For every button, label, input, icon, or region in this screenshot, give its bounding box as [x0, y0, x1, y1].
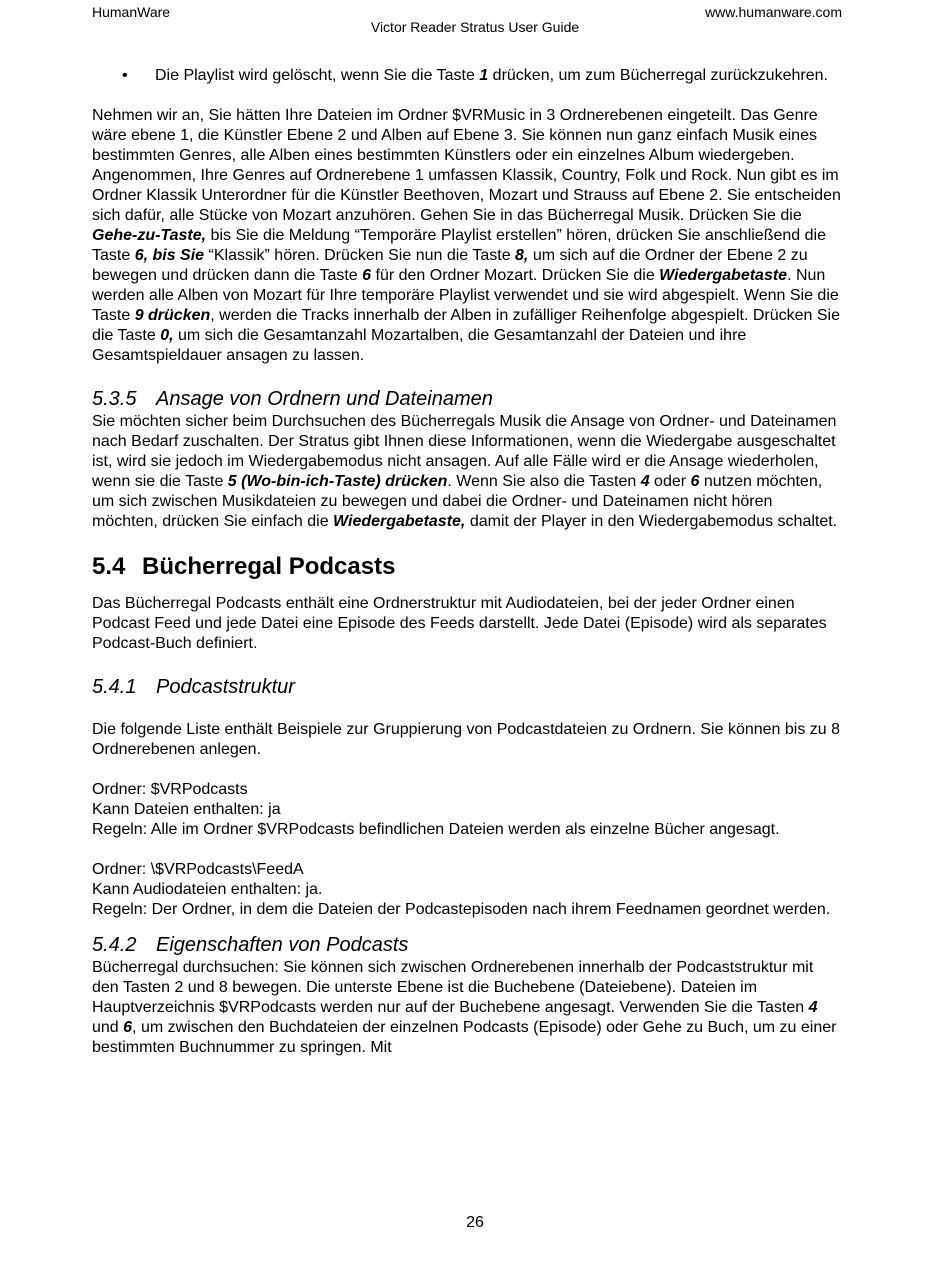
folder-line: Regeln: Der Ordner, in dem die Dateien der Podcastepisoden nach ihrem Feednamen geordnet werden.: [92, 901, 831, 918]
bullet-icon: •: [122, 67, 128, 84]
section-heading-5-3-5: 5.3.5 Ansage von Ordnern und Dateinamen: [92, 388, 493, 410]
paragraph: Sie möchten sicher beim Durchsuchen des Bücherregals Musik die Ansage von Ordner- und Dateinamen nach Bedarf zuschalten. Der Stratus gibt Ihnen diese Informationen, wenn die Wiedergabe ausgeschaltet ist, wird sie jedoch im Wiedergabemodus nicht ansagen. Auf alle Fälle wird er die Ansage wiederholen, wenn sie die Taste 5 (Wo-bin-ich-Taste) drücken. Wenn Sie also die Tasten 4 oder 6 nutzen möchten, um sich zwischen Musikdateien zu bewegen und dabei die Ordner- und Dateinamen nicht hören möchten, drücken Sie einfach die Wiedergabetaste, damit der Player in den Wiedergabemodus schaltet.: [92, 413, 838, 530]
key-label: 1: [479, 67, 489, 84]
section-heading-5-4-2: 5.4.2 Eigenschaften von Podcasts: [92, 934, 409, 956]
folder-line: Regeln: Alle im Ordner $VRPodcasts befindlichen Dateien werden als einzelne Bücher angesagt.: [92, 821, 780, 838]
folder-line: Kann Audiodateien enthalten: ja.: [92, 881, 323, 898]
folder-line: Kann Dateien enthalten: ja: [92, 801, 281, 818]
paragraph: Die folgende Liste enthält Beispiele zur Gruppierung von Podcastdateien zu Ordnern. Sie können bis zu 8 Ordnerebenen anlegen.: [92, 721, 841, 758]
page-content: [92, 66, 842, 1058]
header-document-title: Victor Reader Stratus User Guide: [370, 19, 580, 35]
page-number: 26: [466, 1214, 484, 1231]
section-heading-5-4: 5.4 Bücherregal Podcasts: [92, 553, 396, 580]
paragraph: Bücherregal durchsuchen: Sie können sich zwischen Ordnerebenen innerhalb der Podcaststruktur mit den Tasten 2 und 8 bewegen. Die unterste Ebene ist die Buchebene (Dateiebene). Dateien im Hauptverzeichnis $VRPodcasts werden nur auf der Buchebene angesagt. Verwenden Sie die Tasten 4 und 6, um zwischen den Buchdateien der einzelnen Podcasts (Episode) oder Gehe zu Buch, um zu einer bestimmten Buchnummer zu springen. Mit: [92, 959, 837, 1056]
folder-line: Ordner: $VRPodcasts: [92, 781, 248, 798]
paragraph: Nehmen wir an, Sie hätten Ihre Dateien im Ordner $VRMusic in 3 Ordnerebenen eingeteilt. Das Genre wäre ebene 1, die Künstler Ebene 2 und Alben auf Ebene 3. Sie können nun ganz einfach Musik eines bestimmten Genres, alle Alben eines bestimmten Künstlers oder ein einzelnes Album wiedergeben. Angenommen, Ihre Genres auf Ordnerebene 1 umfassen Klassik, Country, Folk und Rock. Nun gibt es im Ordner Klassik Unterordner für die Künstler Beethoven, Mozart und Strauss auf Ebene 2. Sie entscheiden sich dafür, alle Stücke von Mozart anzuhören. Gehen Sie in das Bücherregal Musik. Drücken Sie die Gehe-zu-Taste, bis Sie die Meldung “Temporäre Playlist erstellen” hören, drücken Sie anschließend die Taste 6, bis Sie “Klassik” hören. Drücken Sie nun die Taste 8, um sich auf die Ordner der Ebene 2 zu bewegen und drücken dann die Taste 6 für den Ordner Mozart. Drücken Sie die Wiedergabetaste. Nun werden alle Alben von Mozart für Ihre temporäre Playlist verwendet und sie wird abgespielt. Wenn Sie die Taste 9 drücken, werden die Tracks innerhalb der Alben in zufälliger Reihenfolge abgespielt. Drücken Sie die Taste 0, um sich die Gesamtanzahl Mozartalben, die Gesamtanzahl der Dateien und ihre Gesamtspieldauer ansagen zu lassen.: [92, 107, 841, 364]
section-heading-5-4-1: 5.4.1 Podcaststruktur: [92, 676, 295, 698]
paragraph: Das Bücherregal Podcasts enthält eine Ordnerstruktur mit Audiodateien, bei der jeder Ordner einen Podcast Feed und jede Datei eine Episode des Feeds darstellt. Jede Datei (Episode) wird als separates Podcast-Buch definiert.: [92, 595, 827, 652]
header-website: www.humanware.com: [705, 4, 842, 20]
list-item: • Die Playlist wird gelöscht, wenn Sie die Taste 1 drücken, um zum Bücherregal zurückzukehren.: [122, 67, 828, 84]
folder-line: Ordner: \$VRPodcasts\FeedA: [92, 861, 304, 878]
header-company: HumanWare: [92, 4, 171, 20]
